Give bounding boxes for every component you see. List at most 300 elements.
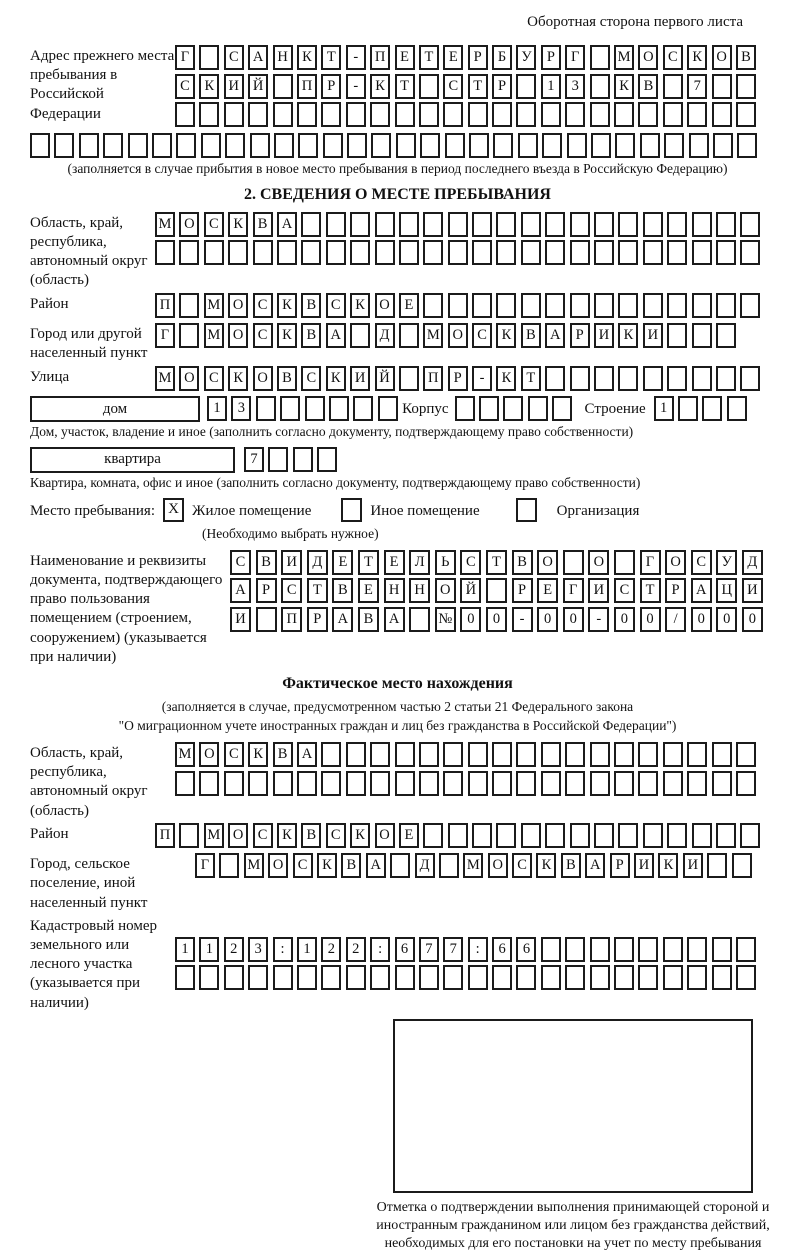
char-box <box>305 396 325 421</box>
stamp-caption: Отметка о подтверждении выполнения принимающей стороной и иностранным гражданином или лицом без гражданства действий, необходимых для его постановки на учет по месту пребывания <box>376 1199 770 1252</box>
char-box <box>468 771 488 796</box>
char-box: С <box>326 823 346 848</box>
char-box <box>350 323 370 348</box>
stroenie-label: Строение <box>584 401 646 417</box>
char-box <box>420 133 440 158</box>
char-box <box>219 853 239 878</box>
char-box: К <box>297 45 317 70</box>
char-box <box>516 965 536 990</box>
char-box: Б <box>492 45 512 70</box>
char-box <box>54 133 74 158</box>
char-box: М <box>155 212 175 237</box>
char-box: К <box>228 366 248 391</box>
char-box: 7 <box>244 447 264 472</box>
char-box: Т <box>358 550 379 575</box>
char-box <box>541 102 561 127</box>
char-box: - <box>472 366 492 391</box>
district-row <box>155 293 765 318</box>
char-box: 3 <box>248 937 268 962</box>
char-box <box>347 133 367 158</box>
char-box <box>395 102 415 127</box>
document-label: Наименование и реквизиты документа, подтверждающего право пользования помещением (строением, сооружением) (указывается при наличии) <box>30 552 223 665</box>
char-box <box>201 133 221 158</box>
house-number-boxes <box>207 396 402 421</box>
char-box <box>590 771 610 796</box>
char-box: Р <box>541 45 561 70</box>
char-box <box>472 293 492 318</box>
char-box <box>614 771 634 796</box>
char-box <box>716 366 736 391</box>
char-box <box>273 771 293 796</box>
char-box <box>663 102 683 127</box>
char-box <box>590 102 610 127</box>
char-box <box>640 133 660 158</box>
char-box <box>565 771 585 796</box>
char-box <box>199 102 219 127</box>
char-box <box>687 102 707 127</box>
char-box: В <box>512 550 533 575</box>
char-box <box>350 212 370 237</box>
char-box: Е <box>384 550 405 575</box>
char-box: К <box>370 74 390 99</box>
char-box: О <box>375 293 395 318</box>
apartment-type-box: квартира <box>30 447 235 473</box>
char-box: К <box>317 853 337 878</box>
char-box <box>396 133 416 158</box>
char-box <box>594 293 614 318</box>
char-box: С <box>460 550 481 575</box>
char-box <box>638 965 658 990</box>
char-box: П <box>297 74 317 99</box>
char-box: 1 <box>654 396 674 421</box>
char-box <box>692 212 712 237</box>
char-box: О <box>199 742 219 767</box>
street-row <box>155 366 765 391</box>
char-box <box>273 965 293 990</box>
char-box <box>253 240 273 265</box>
char-box: С <box>204 212 224 237</box>
char-box <box>638 102 658 127</box>
char-box: 0 <box>460 607 481 632</box>
char-box <box>492 965 512 990</box>
char-box: 2 <box>346 937 366 962</box>
char-box: 0 <box>486 607 507 632</box>
checkbox-organization[interactable] <box>516 498 537 522</box>
char-box: 6 <box>395 937 415 962</box>
actual-region-row-2 <box>175 771 765 796</box>
char-box <box>469 133 489 158</box>
char-box: / <box>665 607 686 632</box>
char-box <box>516 771 536 796</box>
char-box <box>370 771 390 796</box>
previous-address-label: Адрес прежнего места пребывания в Российской Федерации <box>30 48 175 122</box>
previous-address-row-3 <box>175 102 765 127</box>
char-box: 7 <box>687 74 707 99</box>
cadastral-row-2 <box>175 965 765 990</box>
char-box <box>79 133 99 158</box>
char-box: П <box>423 366 443 391</box>
char-box <box>248 771 268 796</box>
char-box: 2 <box>321 937 341 962</box>
char-box: - <box>346 74 366 99</box>
char-box: 1 <box>199 937 219 962</box>
char-box: 0 <box>563 607 584 632</box>
char-box: С <box>326 293 346 318</box>
char-box <box>590 937 610 962</box>
char-box: С <box>472 323 492 348</box>
char-box <box>614 102 634 127</box>
char-box <box>371 133 391 158</box>
char-box: Г <box>175 45 195 70</box>
char-box: П <box>370 45 390 70</box>
char-box: А <box>230 578 251 603</box>
char-box: 1 <box>207 396 227 421</box>
char-box <box>614 937 634 962</box>
char-box: К <box>277 823 297 848</box>
char-box: Е <box>399 823 419 848</box>
char-box: - <box>512 607 533 632</box>
char-box <box>614 965 634 990</box>
char-box: И <box>742 578 763 603</box>
char-box: Р <box>307 607 328 632</box>
option-other-premises-label: Иное помещение <box>370 502 480 519</box>
char-box <box>567 133 587 158</box>
char-box <box>615 133 635 158</box>
char-box <box>590 742 610 767</box>
char-box: - <box>346 45 366 70</box>
char-box: 3 <box>565 74 585 99</box>
char-box <box>594 240 614 265</box>
char-box: С <box>293 853 313 878</box>
char-box: К <box>248 742 268 767</box>
char-box: Д <box>415 853 435 878</box>
char-box <box>419 742 439 767</box>
char-box: А <box>326 323 346 348</box>
char-box: О <box>228 293 248 318</box>
char-box <box>409 607 430 632</box>
char-box: А <box>384 607 405 632</box>
korpus-label: Корпус <box>402 401 449 417</box>
char-box: К <box>350 293 370 318</box>
char-box <box>542 133 562 158</box>
char-box: В <box>273 742 293 767</box>
char-box <box>692 823 712 848</box>
char-box <box>399 366 419 391</box>
char-box <box>155 240 175 265</box>
char-box <box>370 742 390 767</box>
char-box <box>692 323 712 348</box>
char-box <box>329 396 349 421</box>
document-row-1 <box>230 550 767 575</box>
char-box: М <box>423 323 443 348</box>
char-box <box>472 240 492 265</box>
char-box: 2 <box>224 937 244 962</box>
char-box <box>199 771 219 796</box>
actual-city-label: Город, сельское поселение, иной населенный пункт <box>30 856 148 911</box>
char-box: Г <box>155 323 175 348</box>
char-box: П <box>155 293 175 318</box>
char-box: К <box>496 366 516 391</box>
char-box: 0 <box>716 607 737 632</box>
char-box <box>274 133 294 158</box>
char-box: : <box>468 937 488 962</box>
char-box: С <box>691 550 712 575</box>
char-box: М <box>175 742 195 767</box>
char-box <box>468 102 488 127</box>
char-box <box>321 965 341 990</box>
char-box <box>732 853 752 878</box>
char-box <box>712 742 732 767</box>
char-box <box>346 771 366 796</box>
char-box: И <box>230 607 251 632</box>
char-box: В <box>301 823 321 848</box>
char-box <box>443 965 463 990</box>
char-box: М <box>155 366 175 391</box>
char-box: Н <box>384 578 405 603</box>
char-box: К <box>687 45 707 70</box>
char-box: А <box>585 853 605 878</box>
checkbox-residential[interactable]: X <box>163 498 184 522</box>
previous-address-row-4-full <box>30 133 765 158</box>
char-box: Т <box>521 366 541 391</box>
char-box: 0 <box>640 607 661 632</box>
char-box: Й <box>460 578 481 603</box>
char-box <box>228 240 248 265</box>
char-box <box>643 293 663 318</box>
char-box: К <box>277 293 297 318</box>
char-box <box>326 240 346 265</box>
char-box <box>179 240 199 265</box>
char-box: С <box>253 323 273 348</box>
char-box <box>565 937 585 962</box>
char-box: П <box>155 823 175 848</box>
char-box: В <box>256 550 277 575</box>
char-box: К <box>350 823 370 848</box>
city-row <box>155 323 765 348</box>
char-box <box>712 102 732 127</box>
char-box <box>378 396 398 421</box>
char-box <box>472 212 492 237</box>
char-box <box>175 965 195 990</box>
char-box <box>455 396 475 421</box>
char-box <box>565 102 585 127</box>
char-box <box>570 240 590 265</box>
field-district <box>30 293 765 322</box>
char-box <box>707 853 727 878</box>
char-box: А <box>545 323 565 348</box>
actual-city-row <box>195 853 765 878</box>
char-box: В <box>736 45 756 70</box>
field-previous-address <box>30 45 765 131</box>
char-box: Г <box>195 853 215 878</box>
char-box: К <box>277 323 297 348</box>
char-box: Р <box>665 578 686 603</box>
char-box <box>353 396 373 421</box>
char-box <box>375 240 395 265</box>
char-box <box>375 212 395 237</box>
char-box: Й <box>375 366 395 391</box>
actual-district-row <box>155 823 765 848</box>
char-box: О <box>268 853 288 878</box>
char-box <box>175 102 195 127</box>
char-box <box>667 240 687 265</box>
char-box: С <box>224 45 244 70</box>
korpus-boxes <box>455 396 577 421</box>
char-box: А <box>332 607 353 632</box>
char-box: 1 <box>175 937 195 962</box>
char-box: С <box>663 45 683 70</box>
char-box <box>664 133 684 158</box>
char-box <box>468 965 488 990</box>
char-box: Т <box>419 45 439 70</box>
checkbox-other-premises[interactable] <box>341 498 362 522</box>
char-box <box>638 771 658 796</box>
char-box <box>663 937 683 962</box>
char-box: Д <box>375 323 395 348</box>
char-box: Е <box>443 45 463 70</box>
char-box <box>448 240 468 265</box>
char-box: В <box>253 212 273 237</box>
char-box <box>448 212 468 237</box>
char-box: 3 <box>231 396 251 421</box>
char-box <box>736 965 756 990</box>
actual-region-label: Область, край, республика, автономный округ (область) <box>30 745 148 819</box>
actual-location-caption-line2: "О миграционном учете иностранных граждан и лиц без гражданства в Российской Федерации") <box>118 718 677 734</box>
char-box <box>736 102 756 127</box>
char-box: Е <box>537 578 558 603</box>
premises-type-row <box>30 498 765 524</box>
char-box <box>492 742 512 767</box>
char-box <box>594 212 614 237</box>
char-box: О <box>712 45 732 70</box>
char-box <box>667 366 687 391</box>
char-box: О <box>435 578 456 603</box>
char-box: Г <box>563 578 584 603</box>
char-box: М <box>463 853 483 878</box>
char-box: С <box>443 74 463 99</box>
char-box: Л <box>409 550 430 575</box>
char-box: Т <box>321 45 341 70</box>
char-box <box>618 366 638 391</box>
char-box <box>179 323 199 348</box>
char-box <box>496 240 516 265</box>
char-box: О <box>253 366 273 391</box>
char-box: 0 <box>691 607 712 632</box>
char-box: А <box>277 212 297 237</box>
char-box <box>346 742 366 767</box>
char-box <box>486 578 507 603</box>
option-organization-label: Организация <box>556 502 640 519</box>
char-box <box>423 293 443 318</box>
char-box: Т <box>395 74 415 99</box>
char-box <box>248 102 268 127</box>
char-box <box>492 771 512 796</box>
char-box <box>516 74 536 99</box>
char-box: Д <box>742 550 763 575</box>
option-residential-label: Жилое помещение <box>192 502 312 519</box>
char-box: И <box>594 323 614 348</box>
section2-title: 2. СВЕДЕНИЯ О МЕСТЕ ПРЕБЫВАНИЯ <box>244 185 551 203</box>
char-box <box>273 102 293 127</box>
char-box <box>518 133 538 158</box>
char-box: В <box>277 366 297 391</box>
char-box: В <box>358 607 379 632</box>
char-box: О <box>537 550 558 575</box>
premises-label: Место пребывания: <box>30 502 155 519</box>
actual-district-label: Район <box>30 825 69 842</box>
char-box <box>667 212 687 237</box>
char-box <box>395 742 415 767</box>
char-box <box>128 133 148 158</box>
char-box <box>737 133 757 158</box>
field-actual-region <box>30 742 765 821</box>
char-box <box>199 965 219 990</box>
char-box: А <box>248 45 268 70</box>
char-box: : <box>273 937 293 962</box>
char-box <box>346 102 366 127</box>
char-box: К <box>228 212 248 237</box>
char-box: В <box>301 323 321 348</box>
confirmation-stamp-box <box>393 1019 753 1193</box>
char-box <box>468 742 488 767</box>
char-box: К <box>536 853 556 878</box>
char-box <box>638 937 658 962</box>
char-box: О <box>179 212 199 237</box>
char-box <box>521 212 541 237</box>
char-box <box>321 742 341 767</box>
char-box <box>552 396 572 421</box>
char-box: И <box>634 853 654 878</box>
house-type-box: дом <box>30 396 200 422</box>
char-box <box>268 447 288 472</box>
char-box <box>570 366 590 391</box>
char-box: О <box>228 823 248 848</box>
char-box <box>492 102 512 127</box>
field-region <box>30 212 765 291</box>
char-box <box>663 742 683 767</box>
char-box: К <box>658 853 678 878</box>
char-box: И <box>588 578 609 603</box>
char-box <box>590 74 610 99</box>
char-box <box>545 366 565 391</box>
char-box: В <box>301 293 321 318</box>
char-box: 7 <box>419 937 439 962</box>
char-box <box>712 937 732 962</box>
char-box <box>280 396 300 421</box>
char-box: С <box>224 742 244 767</box>
char-box <box>370 102 390 127</box>
apartment-boxes <box>244 447 342 472</box>
char-box <box>204 240 224 265</box>
char-box: Р <box>492 74 512 99</box>
char-box <box>516 102 536 127</box>
char-box <box>541 965 561 990</box>
char-box: К <box>618 323 638 348</box>
char-box <box>692 366 712 391</box>
actual-location-caption-line1: (заполняется в случае, предусмотренном частью 2 статьи 21 Федерального закона <box>161 698 634 714</box>
char-box <box>179 823 199 848</box>
char-box: В <box>638 74 658 99</box>
char-box: И <box>281 550 302 575</box>
char-box <box>667 823 687 848</box>
char-box <box>277 240 297 265</box>
char-box <box>399 212 419 237</box>
premises-caption: (Необходимо выбрать нужное) <box>202 525 379 541</box>
char-box: Г <box>640 550 661 575</box>
char-box <box>618 212 638 237</box>
char-box <box>545 293 565 318</box>
char-box <box>692 293 712 318</box>
